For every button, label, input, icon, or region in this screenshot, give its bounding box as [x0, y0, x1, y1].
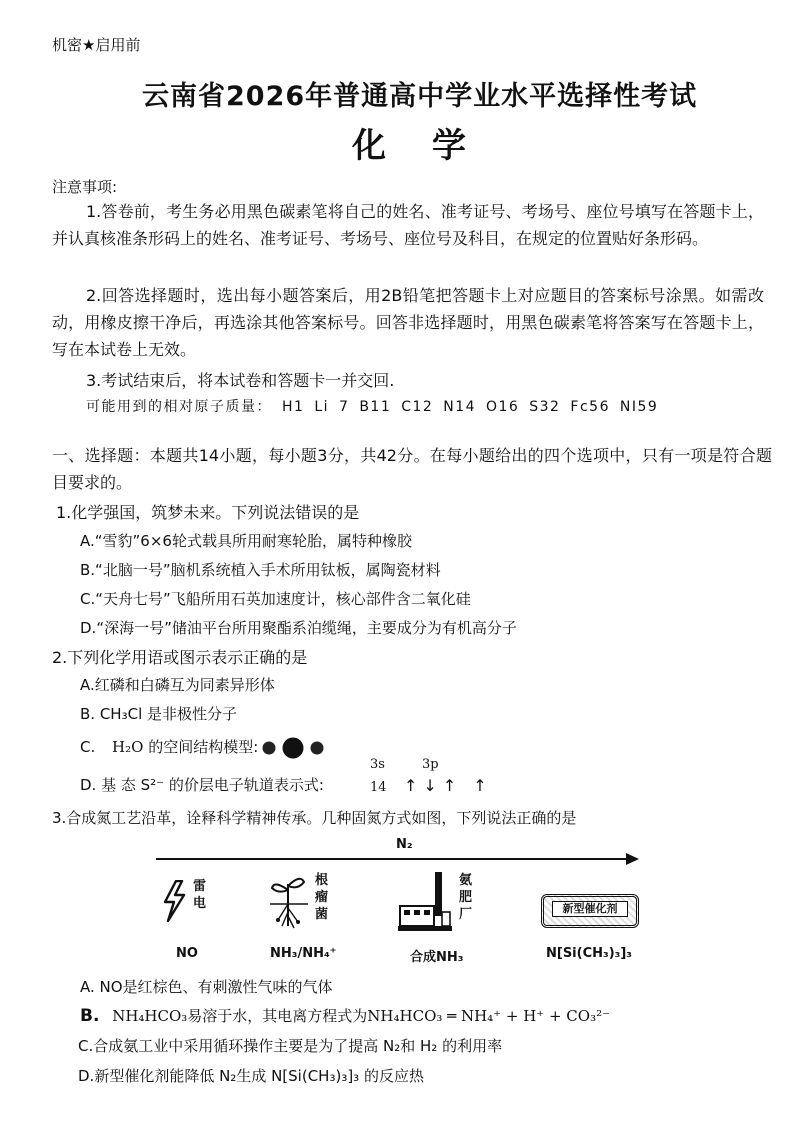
catalyst-label: 新型催化剂	[552, 901, 628, 917]
lightning-label: 雷电	[193, 879, 207, 911]
caption-synthetic-nh3: 合成NH₃	[410, 950, 464, 965]
n2-arrow-label: N₂	[396, 837, 413, 852]
n2-arrow	[156, 852, 640, 866]
caption-catalyst-product: N[Si(CH₃)₃]₃	[546, 946, 632, 961]
q3-option-b: B. NH₄HCO₃易溶于水，其电离方程式为NH₄HCO₃ ═ NH₄⁺ + H⁺ + CO₃²⁻	[80, 1006, 611, 1026]
orbital-3p-label: 3p	[422, 757, 439, 772]
lightning-icon	[162, 880, 188, 922]
q2-option-b: B. CH₃Cl 是非极性分子	[80, 705, 238, 723]
orbital-14-label: 14	[370, 780, 387, 795]
q1-option-b: B.“北脑一号”脑机系统植入手术所用钛板，属陶瓷材料	[80, 561, 441, 579]
q3-option-c: C.合成氨工业中采用循环操作主要是为了提高 N₂和 H₂ 的利用率	[78, 1037, 503, 1055]
notice-item-3: 3.考试结束后，将本试卷和答题卡一并交回.	[86, 371, 395, 390]
q2-option-a: A.红磷和白磷互为同素异形体	[80, 676, 275, 694]
subject-title: 化学	[352, 126, 512, 166]
q3-stem: 3.合成氮工艺沿革，诠释科学精神传承。几种固氮方式如图，下列说法正确的是	[52, 809, 577, 827]
q2-stem: 2.下列化学用语或图示表示正确的是	[52, 648, 308, 667]
catalyst-box	[541, 894, 639, 928]
notice-title: 注意事项:	[52, 178, 118, 196]
ammonia-factory-icon	[398, 872, 452, 932]
q1-option-a: A.“雪豹”6×6轮式载具所用耐寒轮胎，属特种橡胶	[80, 532, 412, 550]
q3-option-a: A. NO是红棕色、有刺激性气味的气体	[80, 978, 333, 996]
q3-option-d: D.新型催化剂能降低 N₂生成 N[Si(CH₃)₃]₃ 的反应热	[78, 1067, 424, 1085]
section1-intro: 一、选择题：本题共14小题，每小题3分，共42分。在每小题给出的四个选项中，只有一项是符合题目要求的。	[52, 446, 772, 492]
water-model-icon	[260, 737, 326, 759]
notice-item-2: 2.回答选择题时，选出每小题答案后，用2B铅笔把答题卡上对应题目的答案标号涂黑。如需改动，用橡皮擦干净后，再选涂其他答案标号。回答非选择题时，用黑色碳素笔将答案写在答题卡上，写在本试卷上无效。	[52, 286, 764, 359]
secret-label: 机密★启用前	[52, 36, 141, 54]
caption-no: NO	[176, 946, 198, 961]
q1-option-c: C.“天舟七号”飞船所用石英加速度计，核心部件含二氧化硅	[80, 590, 471, 608]
exam-title: 云南省2026年普通高中学业水平选择性考试	[142, 81, 698, 112]
orbital-arrows: ↑↓↑ ↑	[404, 776, 493, 795]
atomic-mass-line: 可能用到的相对原子质量： H1 Li 7 B11 C12 N14 O16 S32 Fc56 NI59	[86, 399, 659, 415]
q2-option-d: D. 基 态 S²⁻ 的价层电子轨道表示式:	[80, 776, 324, 794]
q1-option-d: D.“深海一号”储油平台所用聚酯系泊缆绳，主要成分为有机高分子	[80, 619, 517, 637]
root-nodule-plant-icon	[268, 874, 312, 930]
notice-item-1: 1.答卷前，考生务必用黑色碳素笔将自己的姓名、准考证号、考场号、座位号填写在答题卡上，并认真核准条形码上的姓名、准考证号、考场号、座位号及科目，在规定的位置贴好条形码。	[52, 202, 764, 248]
q2-option-c: C. H₂O 的空间结构模型:	[80, 738, 259, 756]
orbital-3s-label: 3s	[370, 757, 385, 772]
ammonia-factory-label: 氨肥厂	[459, 873, 473, 922]
root-nodule-label: 根瘤菌	[315, 873, 329, 922]
caption-nh3-nh4: NH₃/NH₄⁺	[270, 946, 337, 961]
q1-stem: 1.化学强国，筑梦未来。下列说法错误的是	[56, 503, 360, 522]
